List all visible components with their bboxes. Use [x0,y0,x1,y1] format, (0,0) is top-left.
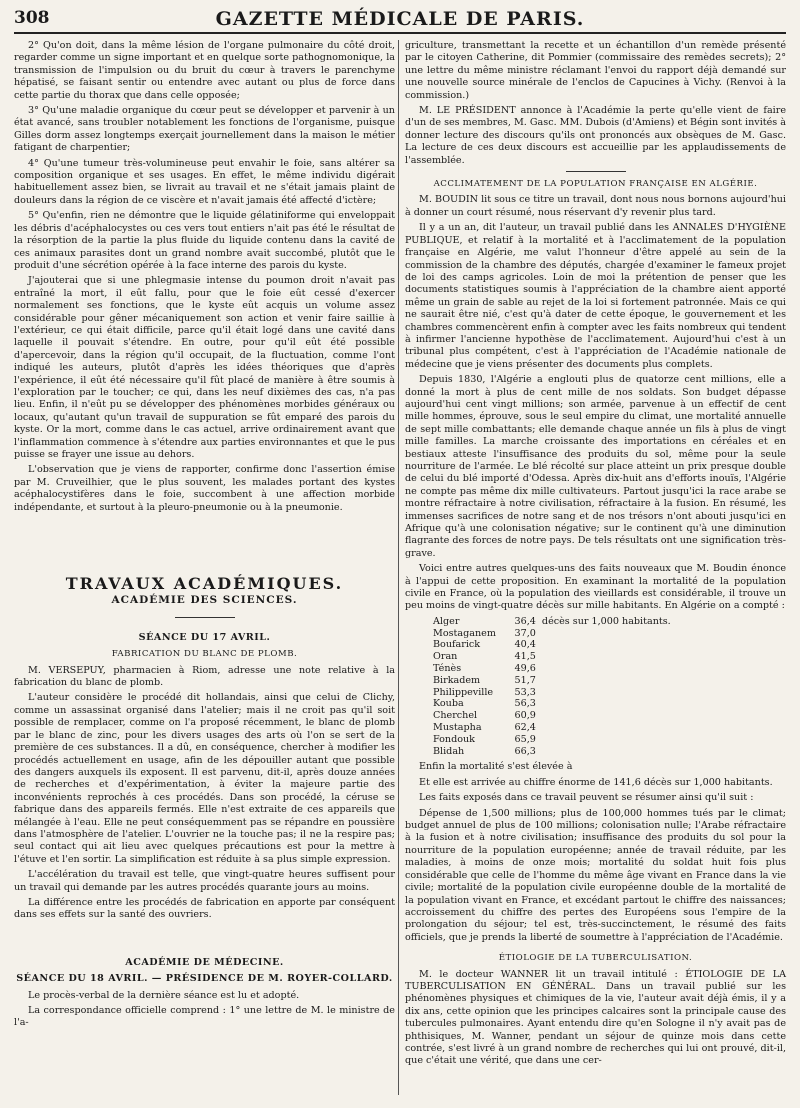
table-cell-value: 62,4 [514,722,536,734]
table-row [433,663,677,675]
paragraph: Dépense de 1,500 millions; plus de 100,000 hommes tués par le climat; budget annuel de plus de 100 millions; colonisation nulle; l'Arabe réfractaire à la fusion et à notre civilisation; insuffisance des produits du sol pour la nourriture de la population européenne; année de travail réduite, par les maladies, à moins de onze mois; mortalité du soldat huit fois plus considérable que celle de l'homme du même âge vivant en France dans la vie civile; mortalité de la population civile européenne double de la mortalité de la population vivant en France, et excédant partout le chiffre des naissances; accroissement du chiffre des pertes des Européens sous l'empire de la prolongation du séjour; tel est, très-succinctement, le résumé des faits officiels, que je prends la liberté de soumettre à l'appréciation de l'Académie. [405,807,786,943]
paragraph: L'auteur considère le procédé dit hollandais, ainsi que celui de Clichy, comme un assassinat organisé dans l'atelier; mais il ne croit pas qu'il soit possible de remplacer, comme on l'a proposé récemment, le blanc de plomb par le blanc de zinc, pour les divers usages des arts où l'on se sert de la première de ces substances. Il a dû, en conséquence, chercher à modifier les procédés actuellement en usage, afin de les dépouiller autant que possible des dangers auxquels ils exposent. Il est parvenu, dit-il, après douze années de recherches et d'expérimentation, à éviter la majeure partie des inconvénients reprochés à ces procédés. Dans son procédé, la céruse se fabrique dans des appareils fermés. Elle n'est extraite de ces appareils que mélangée à l'eau. Elle ne peut conséquemment pas se répandre en poussière dans l'atmosphère de l'atelier. L'ouvrier ne la touche pas; il ne la respire pas; seul contact qui ait lieu avec quelques précautions est pour la mettre à l'étuve et l'en sortir. La simplification est réduite à sa plus simple expression. [14,692,395,865]
table-cell-value: 65,9 [514,733,536,745]
paragraph: 3° Qu'une maladie organique du cœur peut se développer et parvenir à un état avancé, sans troubler notablement les fonctions de l'organisme, puisque Gilles dorm assez longtemps exerçait journellement dans la maison le métier fatigant de charpentier; [14,105,395,154]
table-cell-suffix [542,628,677,640]
paragraph: Le procès-verbal de la dernière séance est lu et adopté. [28,989,300,1001]
table-cell-value: 41,5 [514,651,536,663]
session-heading: SÉANCE DU 18 AVRIL. — PRÉSIDENCE DE M. ROYER-COLLARD. [16,973,393,985]
table-cell-place: Boufarick [433,639,481,651]
header-rule [14,32,786,34]
separator-rule [175,617,235,618]
table-cell-place: Ténès [433,663,462,675]
paragraph: Enfin la mortalité s'est élevée à [419,761,573,773]
paragraph: La différence entre les procédés de fabrication en apporte par conséquent dans ses effets sur la santé des ouvriers. [14,896,395,921]
table-cell-suffix [542,734,677,746]
paragraph: 5° Qu'enfin, rien ne démontre que le liquide gélatiniforme qui enveloppait les débris d'acéphalocystes ou ces vers tout entiers n'ait pas été le résultat de la résorption de la partie la plus fluide du liquide contenu dans la cavité de ces animaux parasites dont un grand nombre avait succombé, plutôt que le produit d'une sécrétion opérée à la face interne des parois du kyste. [14,210,395,271]
table-cell-value: 51,7 [514,674,536,686]
table-cell-value: 53,3 [514,686,536,698]
academy-heading: ACADÉMIE DES SCIENCES. [111,594,298,607]
table-row [433,651,677,663]
topic-heading: FABRICATION DU BLANC DE PLOMB. [111,649,298,660]
table-cell-value: 36,4 [514,615,536,627]
running-header [14,8,786,34]
paragraph: M. BOUDIN lit sous ce titre un travail, dont nous nous bornons aujourd'hui à donner un court résumé, nous réservant d'y revenir plus tard. [405,194,786,218]
table-cell-place: Fondouk [433,733,475,745]
topic-heading: ACCLIMATEMENT DE LA POPULATION FRANÇAISE EN ALGÉRIE. [433,179,758,190]
paragraph: L'accélération du travail est telle, que vingt-quatre heures suffisent pour un travail qui demande par les autres procédés quarante jours au moins. [14,869,395,893]
separator-rule [566,171,626,172]
table-cell-suffix [542,663,677,675]
table-cell-suffix [542,698,677,710]
paragraph: Il y a un an, dit l'auteur, un travail publié dans les ANNALES D'HYGIÈNE PUBLIQUE, et relatif à la mortalité et à l'acclimatement de la population française en Algérie, me valut l'honneur d'être appelé au sein de la commission de la chambre des députés, chargée d'examiner le fameux projet de loi des camps agricoles. Loin de moi la prétention de penser que les documents statistiques soumis à l'appréciation de la chambre aient apporté même un grain de sable au rejet de la loi si fortement patronnée. Mais ce qui ne saurait être nié, c'est qu'à dater de cette époque, le gouvernement et les chambres commencèrent enfin à compter avec les faits nombreux qui tendent à infirmer l'ancienne hypothèse de l'acclimatement. Aujourd'hui c'est à un tribunal plus compétent, c'est à l'appréciation de l'Académie nationale de médecine que je viens présenter des documents plus complets. [405,222,786,370]
table-cell-suffix [542,687,677,699]
table-cell-value: 37,0 [514,627,536,639]
table-row [433,722,677,734]
table-row [433,628,677,640]
table-row [433,734,677,746]
table-cell-place: Mostaganem [433,627,496,639]
table-cell-suffix [542,639,677,651]
paragraph: M. le docteur WANNER lit un travail intitulé : ÉTIOLOGIE DE LA TUBERCULISATION EN GÉNÉRAL. Dans un travail publié sur les phénomènes physiques et chimiques de la vie, l'auteur avait déjà émis, il y a dix ans, cette opinion que les principes calcaires sont la principale cause des tubercules pulmonaires. Ayant entendu dire qu'en Sologne il n'y avait pas de phthisiques, M. Wanner, pendant un séjour de quinze mois dans cette contrée, s'est livré à un grand nombre de recherches qui lui ont prouvé, dit-il, que c'était une vérité, que dans une cer- [405,968,786,1067]
paragraph: 2° Qu'on doit, dans la même lésion de l'organe pulmonaire du côté droit, regarder comme un signe important et en quelque sorte pathognomonique, la transmission de l'impulsion ou du bruit du cœur à travers le parenchyme hépatisé, se faisant sentir ou entendre avec autant ou plus de force dans cette partie du thorax que dans celle opposée; [14,40,395,101]
session-heading: SÉANCE DU 17 AVRIL. [138,631,271,643]
table-cell-place: Birkadem [433,674,481,686]
journal-title: GAZETTE MÉDICALE DE PARIS. [215,8,585,30]
table-row [433,675,677,687]
paragraph: Les faits exposés dans ce travail peuvent se résumer ainsi qu'il suit : [419,792,754,804]
table-cell-place: Alger [433,615,460,627]
table-row [433,710,677,722]
table-cell-suffix [542,722,677,734]
table-cell-place: Philippeville [433,686,494,698]
table-cell-place: Cherchel [433,710,478,722]
table-cell-suffix [542,675,677,687]
table-cell-value: 40,4 [514,639,536,651]
paragraph: L'observation que je viens de rapporter, confirme donc l'assertion émise par M. Cruveilhier, que le plus souvent, les malades portant des kystes acéphalocystifères dans le foie, succombent à une affection morbide indépendante, et surtout à la pleuro-pneumonie ou à la pneumonie. [14,464,395,513]
academy-heading: ACADÉMIE DE MÉDECINE. [125,956,284,968]
table-cell-suffix [542,710,677,722]
table-row [433,746,677,758]
table-cell-place: Kouba [433,698,464,710]
paragraph: 4° Qu'une tumeur très-volumineuse peut envahir le foie, sans altérer sa composition organique et ses usages. En effet, le même individu digérait habituellement assez bien, se livrait au travail et ne s'était jamais plaint de douleurs dans la région de ce viscère et n'avait jamais été affecté d'ictère; [14,157,395,206]
table-cell-value: 56,3 [514,698,536,710]
paragraph: M. VERSEPUY, pharmacien à Riom, adresse une note relative à la fabrication du blanc de plomb. [14,664,395,689]
table-row [433,616,677,628]
table-cell-place: Oran [433,651,458,663]
table-row [433,639,677,651]
paragraph: La correspondance officielle comprend : 1° une lettre de M. le ministre de l'a- [14,1005,395,1029]
page-number: 308 [14,8,50,28]
paragraph: Et elle est arrivée au chiffre énorme de 141,6 décès sur 1,000 habitants. [419,776,773,788]
table-cell-value: 60,9 [514,710,536,722]
paragraph: J'ajouterai que si une phlegmasie intense du poumon droit n'avait pas entraîné la mort, il eût fallu, pour que le foie eût cessé d'exercer normalement ses fonctions, que le kyste eût acquis un volume assez considérable pour gêner mécaniquement son action et venir faire saillie à l'extérieur, ce qui était difficile, parce qu'il était logé dans une cavité dans laquelle il pouvait s'étendre. En outre, pour qu'il eût été possible d'apercevoir, dans la région qu'il occupait, de la fluctuation, comme l'ont indiqué les auteurs, plutôt d'après les idées théoriques que d'après l'expérience, il eût été nécessaire qu'il fût placé de manière à être soumis à l'exploration par le toucher; ce qui, dans les neuf dixièmes des cas, n'a pas lieu. Enfin, il n'eût pu se développer des phénomènes morbides généraux ou locaux, qu'autant qu'un travail de suppuration se fût emparé des parois du kyste. Or la mort, comme dans le cas actuel, arrive ordinairement avant que l'inflammation commence à s'étendre aux parties environnantes et que le pus puisse se frayer une issue au dehors. [14,275,395,460]
topic-heading: ÉTIOLOGIE DE LA TUBERCULISATION. [498,953,693,964]
mortality-table [433,616,677,758]
paragraph: M. LE PRÉSIDENT annonce à l'Académie la perte qu'elle vient de faire d'un de ses membres, M. Gasc. MM. Dubois (d'Amiens) et Bégin sont invités à donner lecture des discours qu'ils ont prononcés aux obsèques de M. Gasc. La lecture de ces deux discours est accueillie par les applaudissements de l'assemblée. [405,105,786,166]
section-title: TRAVAUX ACADÉMIQUES. [65,574,344,594]
table-cell-place: Mustapha [433,722,482,734]
table-cell-suffix [542,651,677,663]
table-row [433,687,677,699]
table-cell-value: 49,6 [514,663,536,675]
table-cell-value: 66,3 [514,745,536,757]
right-column [405,40,786,1071]
paragraph: Depuis 1830, l'Algérie a englouti plus de quatorze cent millions, elle a donné la mort à plus de cent mille de nos soldats. Son budget dépasse aujourd'hui cent vingt millions; son armée, parvenue à un effectif de cent mille hommes, éprouve, sous le seul empire du climat, une mortalité annuelle de sept mille combattants; elle demande chaque année un fils à plus de vingt mille familles. La marche croissante des importations en céréales et en bestiaux atteste l'insuffisance des produits du sol, même pour la seule nourriture de l'armée. Le blé récolté sur place atteint un prix presque double de celui du blé importé d'Odessa. Après dix-huit ans d'efforts inouïs, l'Algérie ne compte pas même dix mille cultivateurs. Partout jusqu'ici la race arabe se montre réfractaire à notre civilisation, réfractaire à la fusion. En résumé, les immenses sacrifices de notre sang et de nos trésors n'ont abouti jusqu'ici en Afrique qu'à une colonisation négative; sur le continent qu'à une diminution flagrante des forces de notre pays. De tels résultats ont une signification très-grave. [405,374,786,559]
table-cell-place: Blidah [433,745,465,757]
table-cell-suffix: décès sur 1,000 habitants. [541,615,671,627]
column-divider [398,40,399,1095]
spacer [14,925,395,943]
table-row [433,698,677,710]
paragraph: Voici entre autres quelques-uns des faits nouveaux que M. Boudin énonce à l'appui de cette proposition. En examinant la mortalité de la population civile en France, où la population des vieillards est considérable, il trouve un peu moins de vingt-quatre décès sur mille habitants. En Algérie on a compté : [405,563,786,612]
paragraph: griculture, transmettant la recette et un échantillon d'un remède présenté par le citoyen Catherine, dit Pommier (commissaire des remèdes secrets); 2° une lettre du même ministre réclamant l'envoi du rapport déjà demandé sur une nouvelle source minérale de l'enclos de Capucines à Vichy. (Renvoi à la commission.) [405,40,786,101]
left-column [14,40,395,1033]
table-cell-suffix [542,746,677,758]
